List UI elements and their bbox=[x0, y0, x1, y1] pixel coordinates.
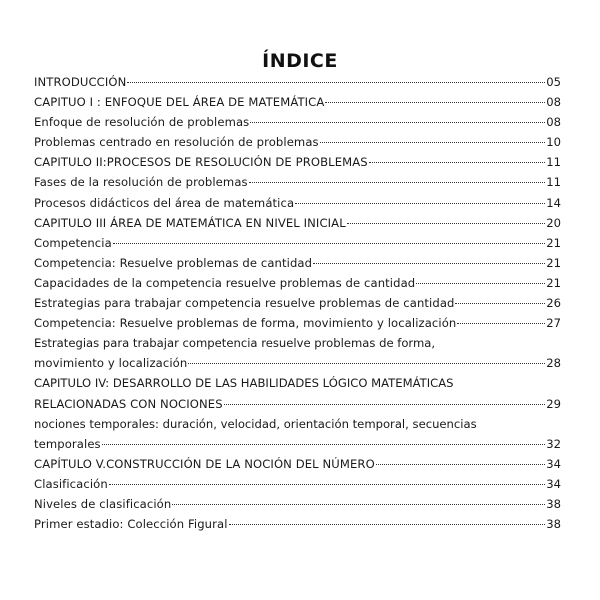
toc-entry-text: Competencia: Resuelve problemas de cantidad bbox=[34, 255, 313, 270]
toc-entry-text: Procesos didácticos del área de matemática bbox=[34, 195, 295, 210]
toc-entry-page: 11 bbox=[546, 175, 561, 190]
toc-entry-enfoque bbox=[34, 112, 561, 132]
toc-entry-text-line2: RELACIONADAS CON NOCIONES bbox=[34, 396, 223, 411]
toc-entry-capitulo-2 bbox=[34, 152, 561, 172]
dot-leader bbox=[295, 203, 545, 204]
toc-entry-page: 05 bbox=[546, 75, 561, 89]
toc-entry-page: 32 bbox=[546, 436, 561, 451]
toc-entry-competencia-forma bbox=[34, 313, 561, 333]
toc-entry-page: 34 bbox=[546, 456, 561, 471]
toc-entry-nociones-temporales bbox=[34, 414, 561, 454]
toc-entry-text-line1: Estrategias para trabajar competencia resuelve problemas de forma, bbox=[34, 336, 436, 351]
toc-entry-page: 14 bbox=[546, 195, 561, 210]
toc-entry-text: Competencia: Resuelve problemas de forma, movimiento y localización bbox=[34, 316, 457, 331]
toc-entry-page: 08 bbox=[546, 95, 561, 110]
dot-leader bbox=[113, 243, 545, 244]
toc-entry-page: 21 bbox=[546, 275, 561, 290]
toc-entry-last-line bbox=[34, 394, 561, 414]
dot-leader bbox=[249, 182, 546, 183]
dot-leader bbox=[416, 283, 545, 284]
toc-entry-text: CAPITUO I : ENFOQUE DEL ÁREA DE MATEMÁTICA bbox=[34, 95, 325, 110]
toc-entry-text: INTRODUCCIÓN bbox=[34, 75, 127, 89]
toc-entry-clasificacion bbox=[34, 474, 561, 494]
dot-leader bbox=[347, 223, 545, 224]
dot-leader bbox=[313, 263, 545, 264]
toc-entry-problemas-centrado bbox=[34, 132, 561, 152]
toc-entry-page: 26 bbox=[546, 296, 561, 311]
toc-entry-fases bbox=[34, 172, 561, 192]
dot-leader bbox=[127, 82, 545, 83]
toc-entry-page: 29 bbox=[546, 396, 561, 411]
toc-entry-page: 20 bbox=[546, 215, 561, 230]
toc-entry-text: CAPITULO III ÁREA DE MATEMÁTICA EN NIVEL INICIAL bbox=[34, 215, 346, 230]
index-title: ÍNDICE bbox=[262, 50, 338, 72]
toc-entry-primer-estadio bbox=[34, 514, 561, 534]
dot-leader bbox=[224, 404, 546, 405]
toc-entry-competencia bbox=[34, 233, 561, 253]
dot-leader bbox=[320, 142, 546, 143]
toc-entry-competencia-cantidad bbox=[34, 253, 561, 273]
toc-entry-capitulo-3 bbox=[34, 213, 561, 233]
toc-entry-text: CAPITULO II:PROCESOS DE RESOLUCIÓN DE PROBLEMAS bbox=[34, 155, 368, 170]
dot-leader bbox=[369, 162, 545, 163]
toc-entry-page: 10 bbox=[546, 135, 561, 150]
toc-entry-page: 34 bbox=[546, 476, 561, 491]
toc-entry-introduccion bbox=[34, 72, 561, 92]
toc-entry-text: Problemas centrado en resolución de problemas bbox=[34, 135, 319, 150]
toc-entry-text: Primer estadio: Colección Figural bbox=[34, 517, 228, 532]
toc-entry-text-line2: temporales bbox=[34, 436, 101, 451]
toc-entry-capitulo-4 bbox=[34, 373, 561, 413]
toc-entry-text-line1: CAPITULO IV: DESARROLLO DE LAS HABILIDADES LÓGICO MATEMÁTICAS bbox=[34, 376, 454, 391]
toc-entry-text: Enfoque de resolución de problemas bbox=[34, 115, 250, 130]
dot-leader bbox=[229, 524, 546, 525]
toc-entry-text-line2: movimiento y localización bbox=[34, 356, 188, 371]
toc-entry-text: Estrategias para trabajar competencia resuelve problemas de cantidad bbox=[34, 296, 455, 311]
dot-leader bbox=[172, 504, 545, 505]
dot-leader bbox=[188, 363, 545, 364]
toc-entry-text: Niveles de clasificación bbox=[34, 496, 172, 511]
dot-leader bbox=[455, 303, 545, 304]
toc-entry-page: 28 bbox=[546, 356, 561, 371]
toc-entry-text-line1: nociones temporales: duración, velocidad, orientación temporal, secuencias bbox=[34, 416, 477, 431]
toc-entry-estrategias-forma bbox=[34, 333, 561, 373]
toc-entry-text: Fases de la resolución de problemas bbox=[34, 175, 248, 190]
dot-leader bbox=[457, 323, 545, 324]
toc-entry-page: 38 bbox=[546, 496, 561, 511]
toc-entry-niveles-clasificacion bbox=[34, 494, 561, 514]
toc-entry-page: 27 bbox=[546, 316, 561, 331]
toc-entry-capitulo-5 bbox=[34, 454, 561, 474]
toc-entry-last-line bbox=[34, 353, 561, 373]
dot-leader bbox=[250, 122, 545, 123]
dot-leader bbox=[325, 102, 545, 103]
toc-entry-page: 21 bbox=[546, 255, 561, 270]
toc-entry-capitulo-1 bbox=[34, 92, 561, 112]
dot-leader bbox=[376, 464, 545, 465]
toc-entry-text: Clasificación bbox=[34, 476, 108, 491]
toc-entry-page: 11 bbox=[546, 155, 561, 170]
toc-entry-page: 38 bbox=[546, 517, 561, 532]
toc-entry-text: Capacidades de la competencia resuelve problemas de cantidad bbox=[34, 275, 416, 290]
table-of-contents bbox=[34, 72, 561, 534]
toc-entry-procesos-didacticos bbox=[34, 193, 561, 213]
toc-entry-page: 21 bbox=[546, 235, 561, 250]
dot-leader bbox=[109, 484, 545, 485]
toc-entry-text: Competencia bbox=[34, 235, 112, 250]
toc-entry-estrategias-cantidad bbox=[34, 293, 561, 313]
toc-entry-last-line bbox=[34, 434, 561, 454]
toc-entry-capacidades bbox=[34, 273, 561, 293]
toc-entry-page: 08 bbox=[546, 115, 561, 130]
toc-entry-text: CAPÍTULO V.CONSTRUCCIÓN DE LA NOCIÓN DEL NÚMERO bbox=[34, 456, 375, 471]
dot-leader bbox=[102, 444, 546, 445]
